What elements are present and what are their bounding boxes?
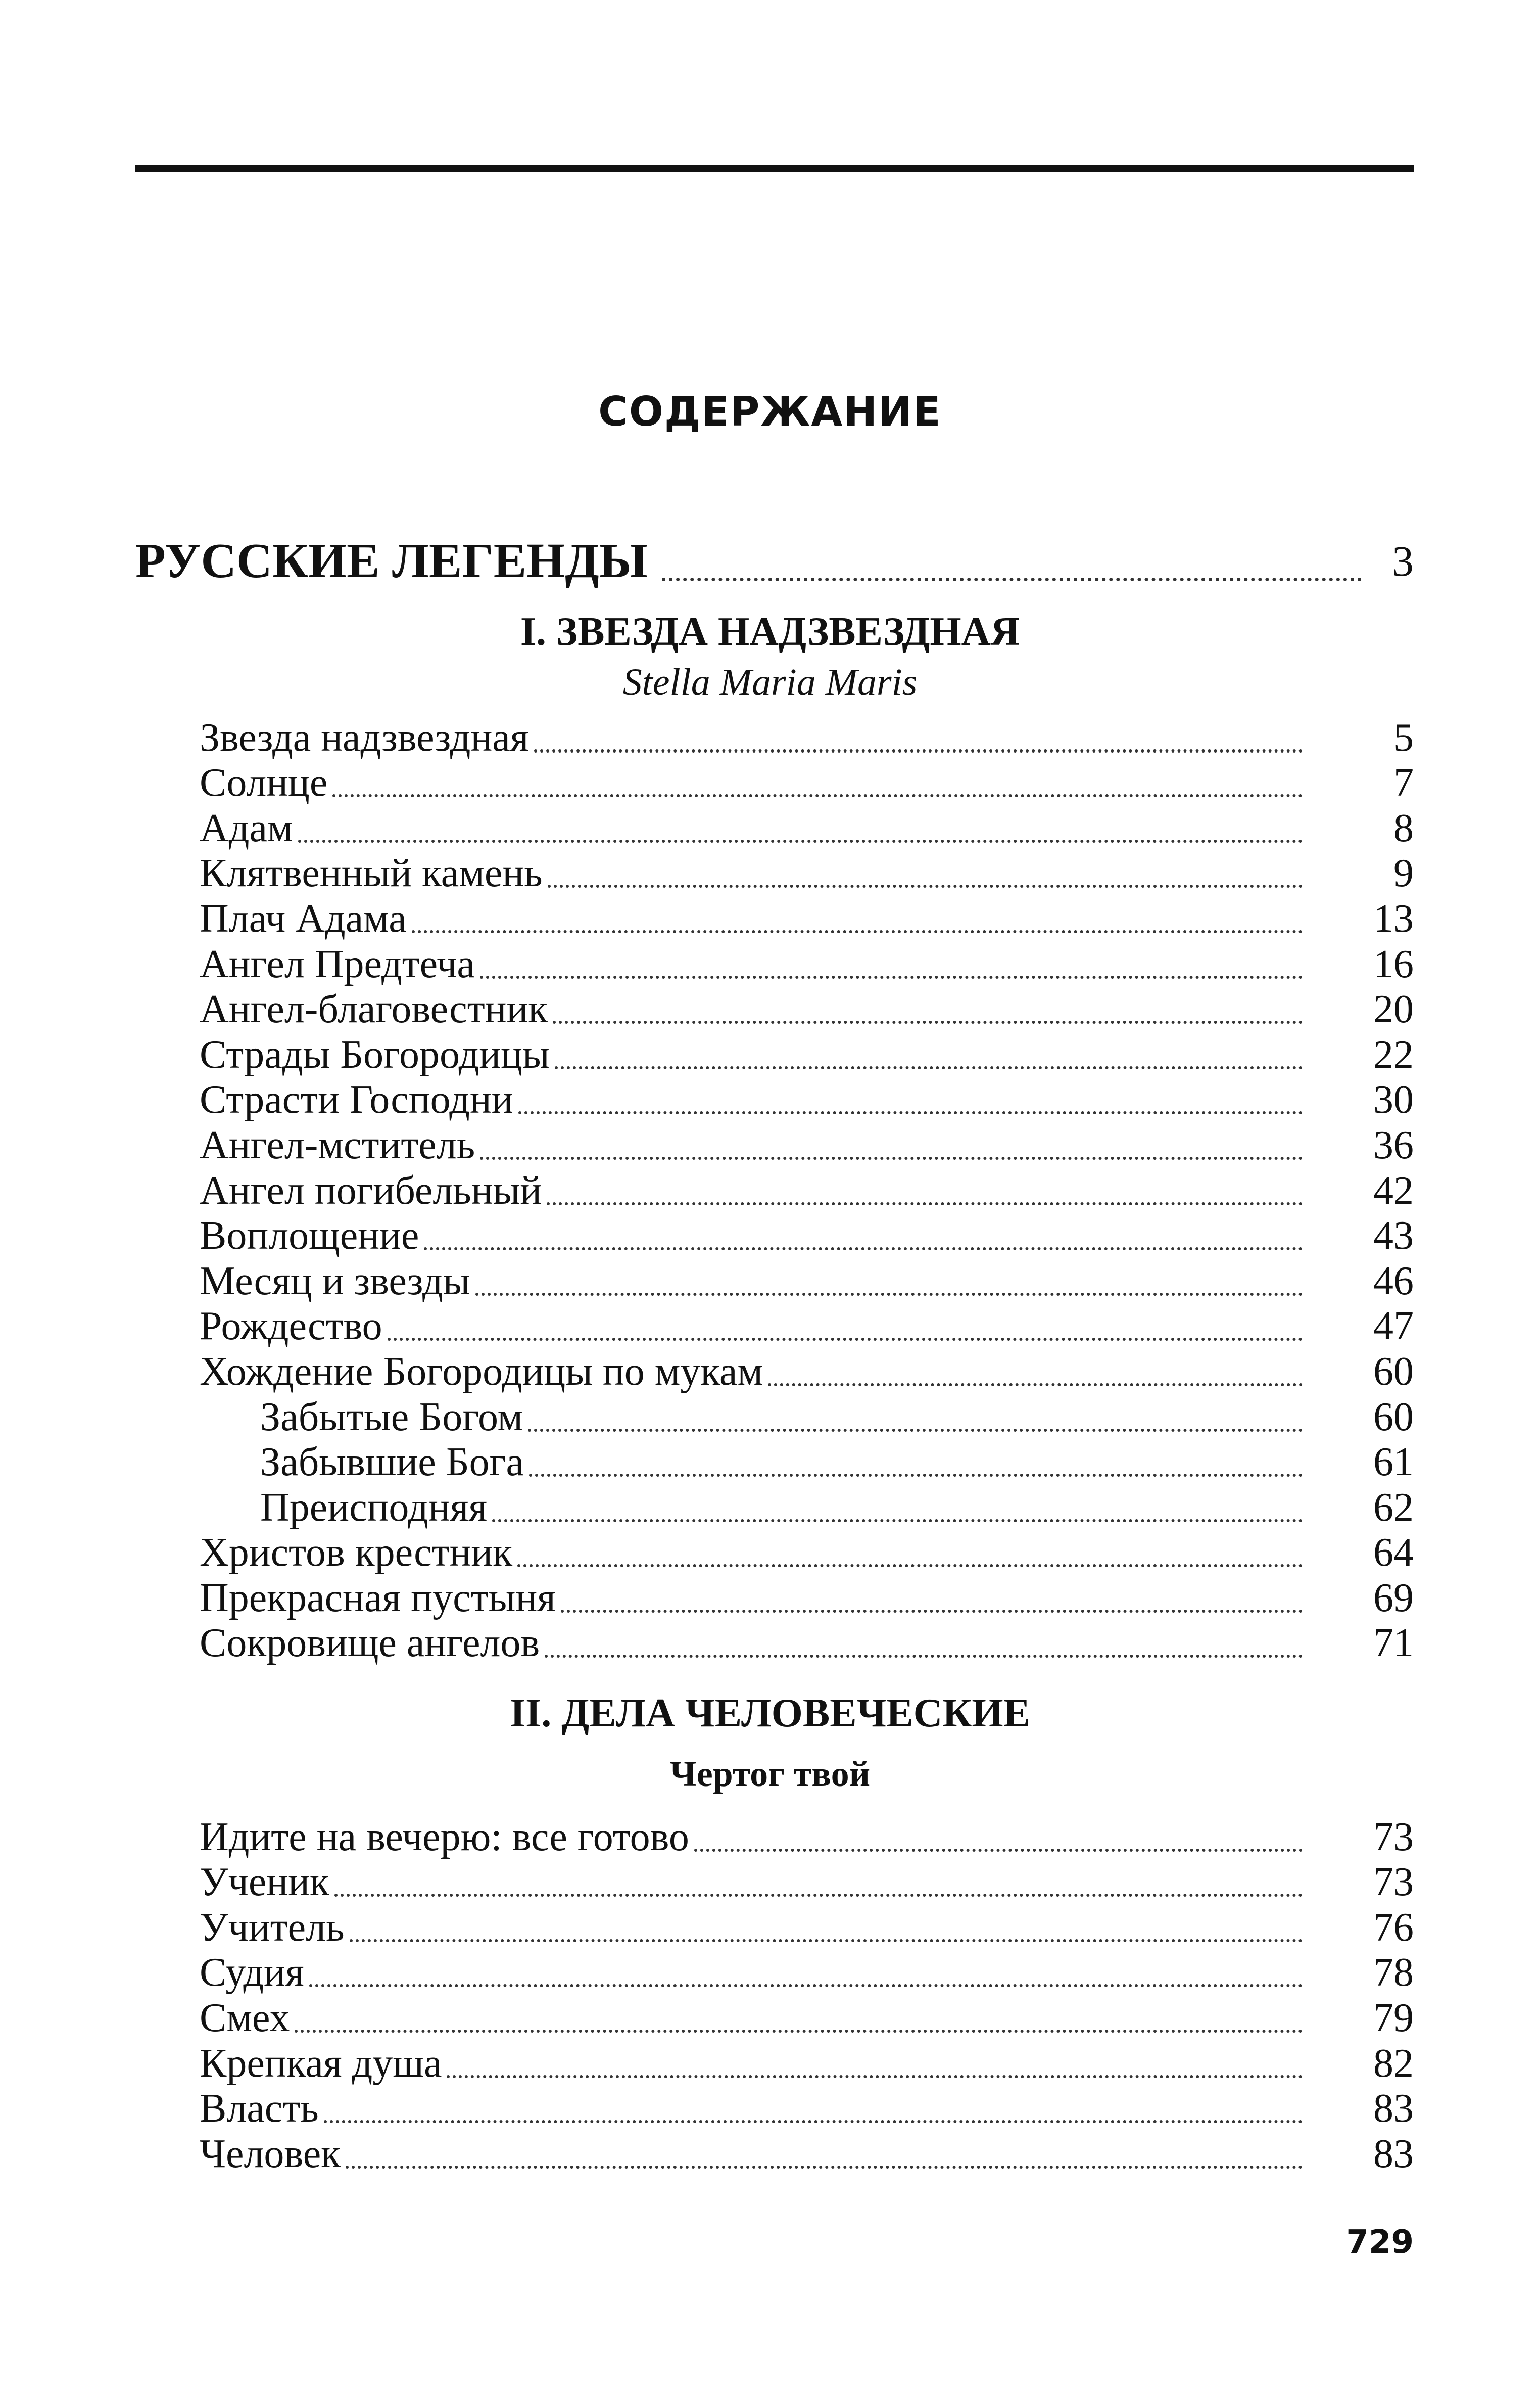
toc-entry: [200, 1950, 1414, 1996]
toc-entry: [200, 851, 1414, 897]
toc-entry-title: Ангел-благовестник: [200, 987, 548, 1032]
toc-entry-page-number: 71: [1373, 1621, 1414, 1666]
toc-entry-page-number: 30: [1373, 1077, 1414, 1122]
toc-entry-page-number: 36: [1373, 1122, 1414, 1167]
dot-leader: [529, 1474, 1303, 1477]
dot-leader: [295, 2030, 1303, 2033]
toc-entry: [200, 942, 1414, 987]
section-2-title: II. ДЕЛА ЧЕЛОВЕЧЕСКИЕ: [510, 1691, 1030, 1735]
page-number: 729: [1346, 2224, 1414, 2261]
toc-entry: [200, 1258, 1414, 1304]
toc-entry: [200, 1032, 1414, 1077]
toc-entry-title: Клятвенный камень: [200, 851, 543, 896]
toc-entry-page-number: 46: [1373, 1258, 1414, 1303]
toc-entry-title: Ангел Предтеча: [200, 942, 475, 986]
toc-entry: [200, 1077, 1414, 1123]
toc-entry: [200, 1575, 1414, 1621]
toc-entry-page-number: 42: [1373, 1168, 1414, 1213]
dot-leader: [548, 885, 1303, 888]
toc-entry: [200, 2086, 1414, 2132]
toc-entry: [200, 896, 1414, 942]
section-2-entries: [200, 1814, 1414, 2177]
dot-leader: [492, 1519, 1303, 1522]
toc-entry-page-number: 13: [1373, 896, 1414, 941]
toc-entry-title: Забытые Богом: [260, 1394, 523, 1439]
dot-leader: [388, 1338, 1303, 1341]
dot-leader: [309, 1984, 1303, 1987]
toc-entry-page-number: 79: [1373, 1995, 1414, 2040]
toc-entry-title: Рождество: [200, 1304, 382, 1349]
toc-entry-title: Христов крестник: [200, 1530, 513, 1575]
dot-leader: [545, 1655, 1303, 1658]
toc-entry-title: Забывшие Бога: [260, 1440, 524, 1485]
dot-leader: [694, 1849, 1303, 1852]
toc-entry-title: Идите на вечерю: все готово: [200, 1814, 689, 1859]
toc-entry-title: Ангел погибельный: [200, 1168, 542, 1213]
dot-leader: [480, 1157, 1303, 1160]
dot-leader: [518, 1111, 1303, 1114]
toc-entry-title: Месяц и звезды: [200, 1258, 470, 1303]
toc-entry: [200, 715, 1414, 761]
toc-entry-page-number: 82: [1373, 2041, 1414, 2086]
toc-entry-page-number: 8: [1393, 806, 1414, 851]
toc-entry: [200, 1440, 1414, 1485]
toc-entry-title: Звезда надзвездная: [200, 715, 529, 760]
dot-leader: [528, 1429, 1303, 1432]
toc-entry: [200, 1304, 1414, 1349]
toc-entry-page-number: 47: [1373, 1304, 1414, 1349]
toc-entry: [200, 1485, 1414, 1530]
toc-entry-title: Ангел-мститель: [200, 1122, 475, 1167]
toc-entry: [200, 1213, 1414, 1259]
part-entry: [135, 526, 1414, 591]
toc-entry-page-number: 16: [1373, 942, 1414, 986]
dot-leader: [346, 2166, 1303, 2169]
toc-entry: [200, 987, 1414, 1032]
toc-entry-page-number: 20: [1373, 987, 1414, 1032]
section-1-title: I. ЗВЕЗДА НАДЗВЕЗДНАЯ: [520, 609, 1020, 654]
toc-entry-title: Человек: [200, 2131, 341, 2176]
dot-leader: [553, 1021, 1303, 1024]
toc-entry: [200, 2131, 1414, 2177]
dot-leader: [662, 578, 1362, 581]
toc-entry: [200, 1168, 1414, 1213]
dot-leader: [447, 2075, 1303, 2078]
toc-entry: [200, 761, 1414, 806]
toc-entry-page-number: 9: [1393, 851, 1414, 896]
toc-entry-title: Ученик: [200, 1860, 329, 1905]
toc-entry-page-number: 61: [1373, 1440, 1414, 1485]
toc-entry-title: Воплощение: [200, 1213, 419, 1258]
toc-entry-page-number: 22: [1373, 1032, 1414, 1077]
dot-leader: [555, 1066, 1303, 1069]
toc-entry-title: Сокровище ангелов: [200, 1621, 540, 1666]
toc-entry: [200, 1995, 1414, 2041]
toc-entry-title: Адам: [200, 806, 293, 851]
toc-entry-title: Учитель: [200, 1905, 345, 1950]
toc-entry-page-number: 64: [1373, 1530, 1414, 1575]
toc-entry: [200, 1905, 1414, 1950]
toc-entry-page-number: 5: [1393, 715, 1414, 760]
dot-leader: [412, 930, 1303, 933]
toc-entry-title: Преисподняя: [260, 1485, 488, 1530]
section-1-subtitle: Stella Maria Maris: [622, 661, 918, 703]
toc-entry-title: Плач Адама: [200, 896, 407, 941]
toc-entry: [200, 2041, 1414, 2086]
dot-leader: [424, 1247, 1303, 1250]
top-rule: [135, 165, 1414, 172]
toc-entry-page-number: 62: [1373, 1485, 1414, 1530]
toc-entry-title: Солнце: [200, 761, 328, 806]
dot-leader: [534, 749, 1303, 753]
toc-entry: [200, 1621, 1414, 1666]
section-1-entries: [200, 715, 1414, 1666]
dot-leader: [332, 794, 1303, 797]
dot-leader: [517, 1564, 1303, 1567]
dot-leader: [561, 1610, 1303, 1613]
dot-leader: [334, 1894, 1303, 1897]
dot-leader: [768, 1383, 1303, 1386]
toc-entry: [200, 1122, 1414, 1168]
toc-entry-page-number: 83: [1373, 2086, 1414, 2131]
dot-leader: [547, 1202, 1303, 1205]
toc-entry: [200, 1814, 1414, 1860]
toc-entry-page-number: 60: [1373, 1349, 1414, 1394]
dot-leader: [480, 976, 1303, 979]
toc-entry: [200, 1349, 1414, 1394]
toc-entry-title: Прекрасная пустыня: [200, 1575, 556, 1620]
dot-leader: [350, 1939, 1303, 1942]
dot-leader: [324, 2120, 1303, 2123]
part-title: РУССКИЕ ЛЕГЕНДЫ: [135, 534, 648, 588]
toc-entry-page-number: 73: [1373, 1860, 1414, 1905]
toc-entry-title: Власть: [200, 2086, 319, 2131]
toc-entry: [200, 1530, 1414, 1576]
toc-entry-page-number: 76: [1373, 1905, 1414, 1950]
dot-leader: [475, 1293, 1303, 1296]
section-2-subtitle: Чертог твой: [669, 1754, 871, 1794]
toc-entry-title: Страды Богородицы: [200, 1032, 550, 1077]
toc-entry-page-number: 43: [1373, 1213, 1414, 1258]
toc-entry-page-number: 69: [1373, 1575, 1414, 1620]
toc-entry: [200, 1394, 1414, 1440]
toc-entry-page-number: 73: [1373, 1814, 1414, 1859]
page-title: СОДЕРЖАНИЕ: [598, 388, 942, 435]
toc-entry-page-number: 7: [1393, 761, 1414, 806]
toc-entry-page-number: 60: [1373, 1394, 1414, 1439]
part-page-number: 3: [1392, 537, 1414, 585]
toc-entry: [200, 806, 1414, 851]
toc-entry-title: Судия: [200, 1950, 304, 1995]
toc-entry-title: Страсти Господни: [200, 1077, 513, 1122]
dot-leader: [298, 840, 1303, 843]
toc-entry-page-number: 78: [1373, 1950, 1414, 1995]
toc-entry-title: Хождение Богородицы по мукам: [200, 1349, 763, 1394]
toc-entry-title: Смех: [200, 1995, 290, 2040]
toc-entry: [200, 1860, 1414, 1905]
toc-entry-title: Крепкая душа: [200, 2041, 442, 2086]
toc-entry-page-number: 83: [1373, 2131, 1414, 2176]
